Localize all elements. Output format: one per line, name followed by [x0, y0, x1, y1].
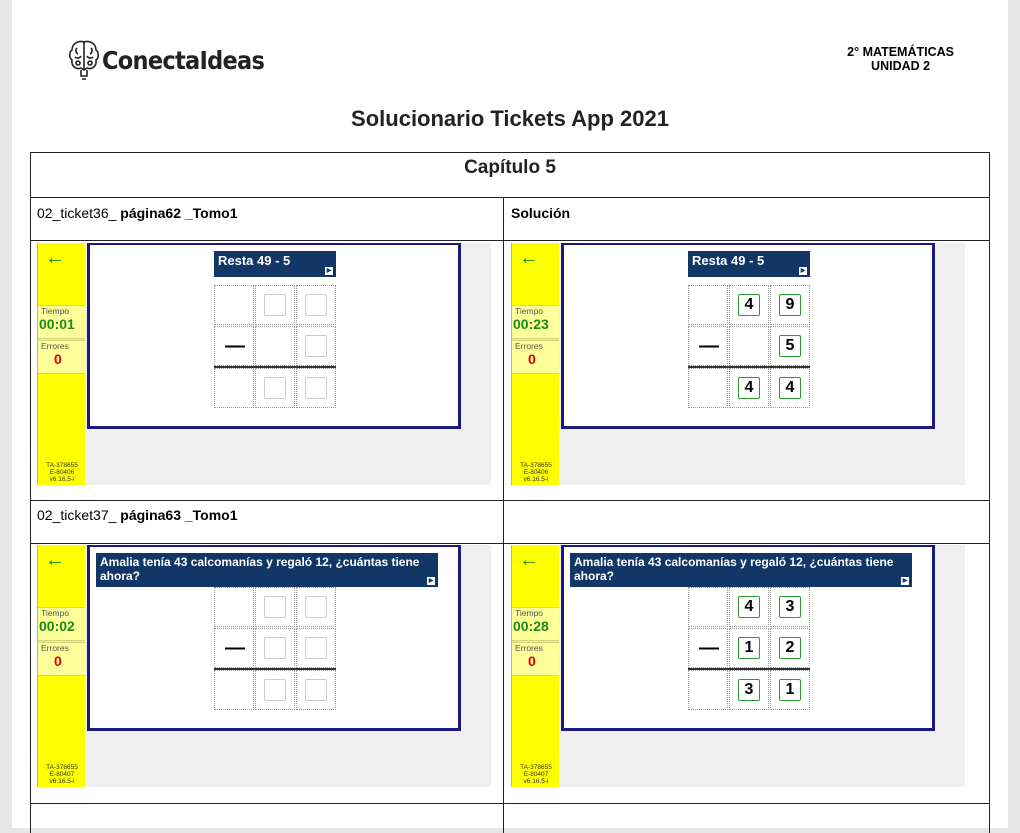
ticket-id: 02_ticket37_: [37, 507, 121, 523]
play-icon[interactable]: ▶: [800, 268, 806, 274]
grid-cell: [729, 326, 769, 366]
footer-line: E-80406: [49, 469, 75, 476]
grid-cell: [688, 368, 728, 408]
table-divider: [31, 543, 989, 544]
answer-digit[interactable]: 1: [779, 679, 801, 701]
document-page: [12, 0, 1008, 828]
errors-box: [512, 642, 560, 676]
chapter-title: Capítulo 5: [464, 157, 556, 178]
grid-cell: [770, 285, 810, 325]
table-divider: [31, 240, 989, 241]
errors-value: 0: [528, 653, 536, 669]
errors-label: Errores: [515, 643, 543, 653]
solutions-table: [30, 152, 990, 833]
ticket-screenshot-solution: [511, 545, 965, 787]
grid-cell: [729, 285, 769, 325]
grid-cell: [214, 670, 254, 710]
answer-digit[interactable]: 1: [738, 637, 760, 659]
brand-name: ConectaIdeas: [102, 45, 265, 75]
grid-cell: [296, 285, 336, 325]
back-arrow-icon[interactable]: ←: [45, 247, 65, 269]
grid-cell: [688, 285, 728, 325]
ticket-label: [37, 205, 238, 221]
subtraction-grid: [688, 587, 810, 711]
table-divider: [31, 500, 989, 501]
grid-cell: [296, 587, 336, 627]
footer-line: TA-378655: [520, 462, 552, 469]
errors-label: Errores: [41, 643, 69, 653]
ticket-footer: [38, 462, 86, 483]
grid-cell: [770, 587, 810, 627]
grade-label: 2° MATEMÁTICAS: [847, 45, 954, 59]
answer-input[interactable]: [264, 294, 286, 316]
grid-cell: [688, 326, 728, 366]
grid-cell: [255, 326, 295, 366]
question-banner: [214, 251, 336, 277]
answer-digit[interactable]: 5: [779, 335, 801, 357]
footer-line: E-80406: [523, 469, 549, 476]
grid-cell: [770, 368, 810, 408]
play-icon[interactable]: ▶: [428, 578, 434, 584]
timer-value: 00:01: [39, 316, 75, 332]
timer-box: [512, 305, 560, 339]
question-banner: [96, 553, 438, 587]
subtraction-grid: [688, 285, 810, 409]
answer-input[interactable]: [264, 377, 286, 399]
play-icon[interactable]: ▶: [326, 268, 332, 274]
footer-line: v6.16.5-i: [49, 476, 75, 483]
footer-line: TA-378655: [46, 462, 78, 469]
grid-cell: [729, 628, 769, 668]
minus-sign: —: [225, 637, 245, 659]
grid-cell: [214, 587, 254, 627]
errors-box: [512, 340, 560, 374]
answer-digit[interactable]: 4: [779, 377, 801, 399]
grid-cell: [729, 368, 769, 408]
minus-sign: —: [225, 335, 245, 357]
answer-input[interactable]: [305, 377, 327, 399]
answer-input[interactable]: [264, 596, 286, 618]
grid-cell: [296, 326, 336, 366]
answer-digit[interactable]: 3: [779, 596, 801, 618]
grid-cell: [255, 628, 295, 668]
answer-digit[interactable]: 9: [779, 294, 801, 316]
unit-label: UNIDAD 2: [871, 59, 931, 73]
answer-input[interactable]: [305, 596, 327, 618]
timer-label: Tiempo: [41, 608, 70, 618]
errors-label: Errores: [515, 341, 543, 351]
grid-cell: [296, 368, 336, 408]
answer-input[interactable]: [305, 679, 327, 701]
footer-line: v6.16.5-i: [49, 778, 75, 785]
question-text: Resta 49 - 5: [692, 253, 765, 268]
answer-input[interactable]: [264, 637, 286, 659]
timer-label: Tiempo: [515, 306, 544, 316]
question-text: Amalia tenía 43 calcomanías y regaló 12, ¿cuántas tiene ahora?: [574, 555, 894, 583]
footer-line: v6.16.5-i: [523, 476, 549, 483]
answer-digit[interactable]: 4: [738, 294, 760, 316]
grid-cell: [296, 670, 336, 710]
grid-cell: [255, 587, 295, 627]
errors-value: 0: [528, 351, 536, 367]
answer-digit[interactable]: 2: [779, 637, 801, 659]
answer-digit[interactable]: 4: [738, 377, 760, 399]
footer-line: TA-378655: [46, 764, 78, 771]
errors-label: Errores: [41, 341, 69, 351]
app-sidebar: [37, 243, 86, 485]
grid-cell: [296, 628, 336, 668]
ticket-id: 02_ticket36_: [37, 205, 121, 221]
subtraction-grid: [214, 285, 336, 409]
table-divider: [31, 197, 989, 198]
document-title: Solucionario Tickets App 2021: [351, 106, 669, 131]
ticket-screenshot-question: [37, 545, 491, 787]
back-arrow-icon[interactable]: ←: [45, 549, 65, 571]
subtraction-grid: [214, 587, 336, 711]
grid-cell: [688, 628, 728, 668]
answer-input[interactable]: [264, 679, 286, 701]
grid-cell: [255, 368, 295, 408]
table-divider: [31, 803, 989, 804]
question-banner: [688, 251, 810, 277]
errors-box: [38, 340, 86, 374]
footer-line: E-80407: [49, 771, 75, 778]
answer-input[interactable]: [305, 335, 327, 357]
exercise-stage: [87, 545, 461, 731]
ticket-footer: [512, 462, 560, 483]
question-banner: [570, 553, 912, 587]
grid-cell: [688, 587, 728, 627]
question-text: Resta 49 - 5: [218, 253, 291, 268]
column-divider: [503, 197, 504, 833]
grid-cell: [255, 670, 295, 710]
question-text: Amalia tenía 43 calcomanías y regaló 12, ¿cuántas tiene ahora?: [100, 555, 420, 583]
grid-cell: [214, 368, 254, 408]
exercise-stage: [87, 243, 461, 429]
errors-value: 0: [54, 351, 62, 367]
ticket-footer: [38, 764, 86, 785]
grid-cell: [255, 285, 295, 325]
minus-sign: —: [699, 637, 719, 659]
timer-box: [38, 607, 86, 641]
brain-logo-icon: [68, 38, 100, 82]
brand-logo: [68, 38, 282, 82]
exercise-stage: [561, 545, 935, 731]
errors-box: [38, 642, 86, 676]
grid-cell: [770, 628, 810, 668]
ticket-page: página62 _Tomo1: [120, 205, 238, 221]
exercise-stage: [561, 243, 935, 429]
grid-cell: [214, 326, 254, 366]
ticket-screenshot-question: [37, 243, 491, 485]
play-icon[interactable]: ▶: [902, 578, 908, 584]
answer-digit[interactable]: 4: [738, 596, 760, 618]
timer-label: Tiempo: [515, 608, 544, 618]
footer-line: v6.16.5-i: [523, 778, 549, 785]
timer-box: [512, 607, 560, 641]
app-sidebar: [37, 545, 86, 787]
solution-header: Solución: [511, 205, 571, 221]
timer-value: 00:02: [39, 618, 75, 634]
timer-value: 00:28: [513, 618, 549, 634]
app-sidebar: [511, 545, 560, 787]
timer-label: Tiempo: [41, 306, 70, 316]
back-arrow-icon[interactable]: ←: [519, 549, 539, 571]
ticket-footer: [512, 764, 560, 785]
grid-cell: [770, 670, 810, 710]
answer-input[interactable]: [305, 294, 327, 316]
timer-value: 00:23: [513, 316, 549, 332]
footer-line: TA-378655: [520, 764, 552, 771]
ticket-page: página63 _Tomo1: [120, 507, 238, 523]
grid-cell: [729, 587, 769, 627]
grid-cell: [214, 285, 254, 325]
timer-box: [38, 305, 86, 339]
answer-input[interactable]: [305, 637, 327, 659]
footer-line: E-80407: [523, 771, 549, 778]
grid-cell: [688, 670, 728, 710]
subject-header: [847, 45, 954, 73]
answer-digit[interactable]: 3: [738, 679, 760, 701]
errors-value: 0: [54, 653, 62, 669]
grid-cell: [214, 628, 254, 668]
back-arrow-icon[interactable]: ←: [519, 247, 539, 269]
grid-cell: [729, 670, 769, 710]
app-sidebar: [511, 243, 560, 485]
ticket-screenshot-solution: [511, 243, 965, 485]
grid-cell: [770, 326, 810, 366]
minus-sign: —: [699, 335, 719, 357]
ticket-label: [37, 507, 238, 523]
